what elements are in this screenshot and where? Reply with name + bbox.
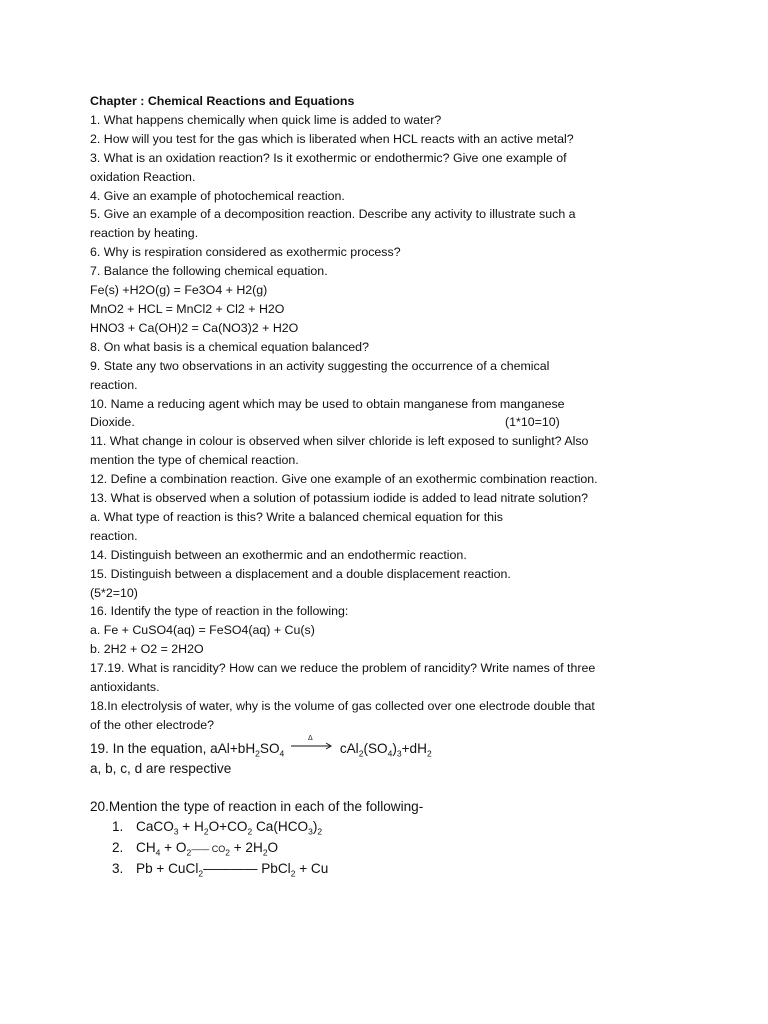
- equation-line: a. Fe + CuSO4(aq) = FeSO4(aq) + Cu(s): [90, 623, 315, 638]
- list-item: 1. CaCO$_3$ + $H_2O+CO_2$ $Ca(HCO_3)_2$: [112, 819, 323, 838]
- question-line: 18.In electrolysis of water, why is the volume of gas collected over one electrode double that: [90, 699, 595, 713]
- question-line: a. What type of reaction is this? Write a balanced chemical equation for this: [90, 509, 504, 524]
- question-line: 11. What change in colour is observed when silver chloride is left exposed to sunlight? Also: [90, 434, 589, 449]
- question-line: 5. Give an example of a decomposition reaction. Describe any activity to illustrate such a: [90, 207, 576, 222]
- question-line: 8. On what basis is a chemical equation balanced?: [90, 339, 369, 354]
- list-item: 3. Pb + CuCl$_2$———— PbCl$_2$ + Cu: [112, 861, 329, 880]
- question-line: 15. Distinguish between a displacement and a double displacement reaction.: [90, 566, 511, 581]
- worksheet-page: [90, 92, 710, 880]
- question-line: 7. Balance the following chemical equation.: [90, 264, 328, 279]
- equation-line: Fe(s) +H2O(g) = Fe3O4 + H2(g): [90, 283, 268, 298]
- question-line: antioxidants.: [90, 680, 160, 695]
- question-line: of the other electrode?: [90, 717, 214, 732]
- heat-symbol: Δ: [308, 734, 313, 742]
- question-line: 17.19. What is rancidity? How can we reduce the problem of rancidity? Write names of three: [90, 661, 596, 676]
- question-line: reaction by heating.: [90, 226, 199, 241]
- question-line: 14. Distinguish between an exothermic and an endothermic reaction.: [90, 547, 467, 562]
- question-line: 1. What happens chemically when quick lime is added to water?: [90, 112, 442, 127]
- question-line-with-marks: [90, 413, 710, 432]
- question-19: 19. In the equation, $aAl+bH_2SO_4$ Δ $cAl_2(SO_4)_3+dH_2$: [90, 739, 710, 760]
- list-item: 2. $CH_4$ + $O_2——$ $CO_2 + 2H_2O$: [112, 839, 279, 858]
- chapter-title: Chapter : Chemical Reactions and Equations: [90, 94, 355, 108]
- question-line: 6. Why is respiration considered as exothermic process?: [90, 245, 401, 260]
- marks-line: (5*2=10): [90, 585, 138, 600]
- equation-line: HNO3 + Ca(OH)2 = Ca(NO3)2 + H2O: [90, 320, 299, 335]
- question-line: mention the type of chemical reaction.: [90, 453, 299, 468]
- question-line: 16. Identify the type of reaction in the following:: [90, 604, 349, 619]
- question-line: 3. What is an oxidation reaction? Is it exothermic or endothermic? Give one example of: [90, 150, 567, 165]
- question-line: 4. Give an example of photochemical reaction.: [90, 188, 345, 203]
- question-line: 9. State any two observations in an activity suggesting the occurrence of a chemical: [90, 358, 550, 373]
- question-line: reaction.: [90, 528, 138, 543]
- question-20-heading: 20.Mention the type of reaction in each of the following-: [90, 798, 424, 814]
- question-line: 2. How will you test for the gas which is liberated when HCL reacts with an active metal?: [90, 131, 574, 146]
- equation-line: b. 2H2 + O2 = 2H2O: [90, 642, 204, 657]
- question-20-list: [90, 817, 710, 880]
- question-line: 12. Define a combination reaction. Give one example of an exothermic combination reaction.: [90, 472, 598, 487]
- question-line: oxidation Reaction.: [90, 169, 196, 184]
- reaction-arrow-icon: [290, 734, 334, 752]
- question-line: reaction.: [90, 377, 138, 392]
- question-line: 10. Name a reducing agent which may be used to obtain manganese from manganese: [90, 396, 565, 411]
- question-19-continuation: a, b, c, d are respective: [90, 761, 232, 777]
- equation-line: MnO2 + HCL = MnCl2 + Cl2 + H2O: [90, 301, 285, 316]
- question-line: 13. What is observed when a solution of potassium iodide is added to lead nitrate solution?: [90, 491, 588, 506]
- question-text: Dioxide.: [90, 415, 135, 430]
- marks-label: (1*10=10): [505, 415, 560, 430]
